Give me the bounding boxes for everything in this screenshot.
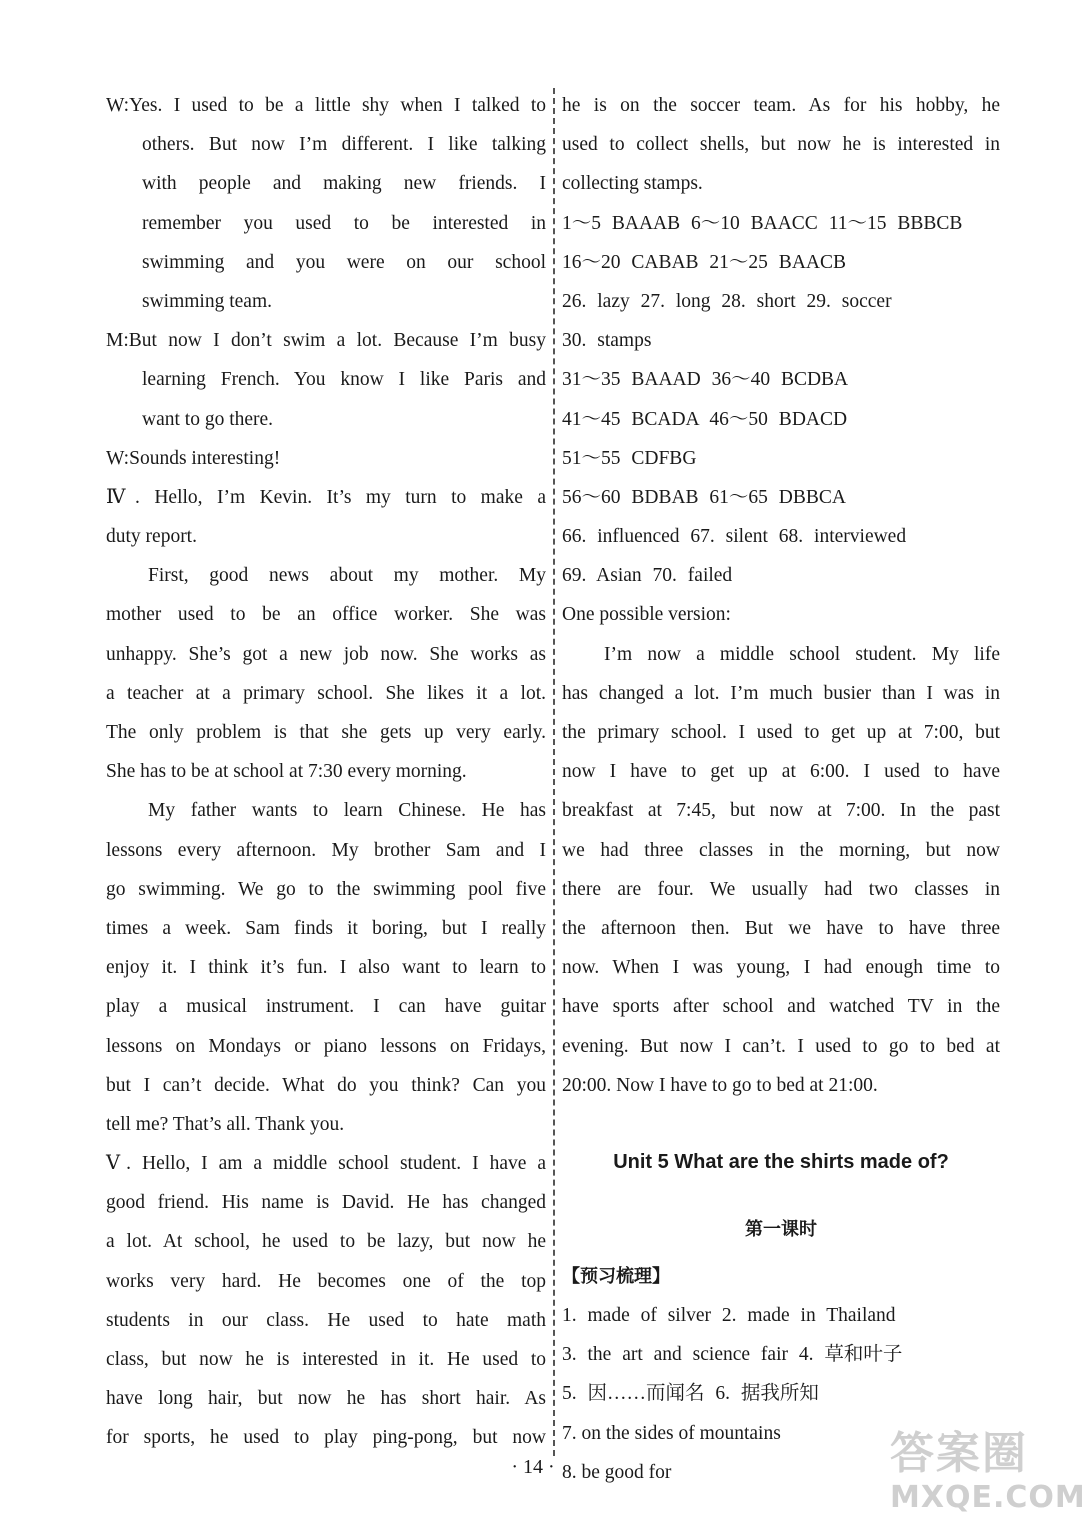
text-line: play a musical instrument. I can have guitar (106, 996, 546, 1018)
answer-line: 66. influenced 67. silent 68. interviewed (562, 526, 907, 548)
answer-line: 31～35 BAAAD 36～40 BCDBA (562, 369, 849, 391)
text-line: he is on the soccer team. As for his hobby, he (562, 95, 1000, 116)
text-line: a teacher at a primary school. She likes it a lot. (106, 682, 546, 704)
answer-line: 56～60 BDBAB 61～65 DBBCA (562, 486, 846, 508)
text-line: duty report. (106, 526, 197, 548)
text-line: good friend. His name is David. He has changed (106, 1192, 546, 1214)
text-line: works very hard. He becomes one of the top (106, 1270, 546, 1292)
answer-line: 1～5 BAAAB 6～10 BAACC 11～15 BBBCB (562, 212, 963, 234)
text-line: we had three classes in the morning, but now (562, 839, 1000, 861)
answer-line: 5. 因……而闻名 6. 据我所知 (562, 1383, 819, 1405)
page-number: · 14 · (511, 1456, 555, 1478)
text-line: now I have to get up at 6:00. I used to have (562, 761, 1000, 783)
text-line: have sports after school and watched TV in the (562, 996, 1000, 1018)
answer-line: 26. lazy 27. long 28. short 29. soccer (562, 290, 892, 312)
text-line: lessons every afternoon. My brother Sam and I (106, 839, 546, 861)
text-line: 20:00. Now I have to go to bed at 21:00. (562, 1074, 878, 1096)
left-column (106, 86, 546, 1458)
text-line: times a week. Sam finds it boring, but I really (106, 917, 546, 939)
answer-line: 41～45 BCADA 46～50 BDACD (562, 408, 848, 430)
text-line: the primary school. I used to get up at 7:00, but (562, 722, 1000, 743)
text-line: My father wants to learn Chinese. He has (148, 800, 546, 822)
text-line: I’m now a middle school student. My life (604, 643, 1000, 665)
text-line: remember you used to be interested in (142, 212, 546, 234)
text-line: others. But now I’m different. I like talking (142, 134, 546, 156)
answer-line: 7. on the sides of mountains (562, 1422, 781, 1444)
section-title: 【预习梳理】 (562, 1265, 670, 1287)
text-line: Ⅴ. Hello, I am a middle school student. I have a (106, 1153, 546, 1175)
answer-line: 3. the art and science fair 4. 草和叶子 (562, 1344, 903, 1366)
text-line: a lot. At school, he used to be lazy, but now he (106, 1231, 546, 1253)
text-line: Ⅳ. Hello, I’m Kevin. It’s my turn to make a (106, 486, 546, 508)
text-line: used to collect shells, but now he is interested in (562, 134, 1000, 156)
text-line: students in our class. He used to hate math (106, 1309, 546, 1331)
text-line: First, good news about my mother. My (148, 565, 546, 587)
watermark-logo (890, 1428, 1086, 1528)
answer-line: 8. be good for (562, 1461, 672, 1483)
text-line: breakfast at 7:45, but now at 7:00. In the past (562, 800, 1000, 822)
text-line: M:But now I don’t swim a lot. Because I’m busy (106, 330, 546, 352)
answer-line: 51～55 CDFBG (562, 447, 697, 469)
answer-line: 30. stamps (562, 330, 652, 352)
text-line: learning French. You know I like Paris and (142, 369, 546, 391)
text-line: with people and making new friends. I (142, 173, 546, 195)
text-line: The only problem is that she gets up very early. (106, 722, 546, 743)
text-line: lessons on Mondays or piano lessons on Fridays, (106, 1035, 546, 1057)
text-line: go swimming. We go to the swimming pool five (106, 878, 546, 900)
text-line: She has to be at school at 7:30 every morning. (106, 761, 467, 783)
answer-line: 16～20 CABAB 21～25 BAACB (562, 251, 846, 273)
text-line: but I can’t decide. What do you think? Can you (106, 1074, 546, 1096)
watermark-url: MXQE.COM (890, 1480, 1086, 1515)
text-line: tell me? That’s all. Thank you. (106, 1113, 345, 1135)
answer-line: 1. made of silver 2. made in Thailand (562, 1305, 896, 1327)
text-line: swimming and you were on our school (142, 251, 546, 273)
answer-line: 69. Asian 70. failed (562, 565, 733, 587)
lesson-title: 第一课时 (745, 1218, 817, 1240)
text-line: has changed a lot. I’m much busier than I was in (562, 682, 1000, 704)
text-line: want to go there. (142, 408, 274, 430)
text-line: now. When I was young, I had enough time to (562, 957, 1000, 979)
text-line: class, but now he is interested in it. He used to (106, 1349, 546, 1370)
text-line: collecting stamps. (562, 173, 703, 195)
text-line: W:Yes. I used to be a little shy when I talked to (106, 95, 546, 116)
text-line: mother used to be an office worker. She was (106, 604, 546, 626)
unit-title: Unit 5 What are the shirts made of? (613, 1150, 949, 1173)
text-line: swimming team. (142, 290, 272, 312)
text-line: One possible version: (562, 604, 731, 626)
watermark-text: 答案圈 (890, 1428, 1028, 1479)
text-line: W:Sounds interesting! (106, 447, 281, 469)
text-line: enjoy it. I think it’s fun. I also want to learn to (106, 957, 546, 979)
text-line: there are four. We usually had two classes in (562, 878, 1000, 900)
text-line: unhappy. She’s got a new job now. She works as (106, 643, 546, 665)
text-line: the afternoon then. But we have to have three (562, 917, 1000, 939)
text-line: evening. But now I can’t. I used to go to bed at (562, 1035, 1000, 1057)
right-column (562, 86, 1000, 1492)
column-divider (553, 88, 555, 1456)
text-line: for sports, he used to play ping-pong, but now (106, 1427, 546, 1449)
text-line: have long hair, but now he has short hair. As (106, 1388, 546, 1410)
